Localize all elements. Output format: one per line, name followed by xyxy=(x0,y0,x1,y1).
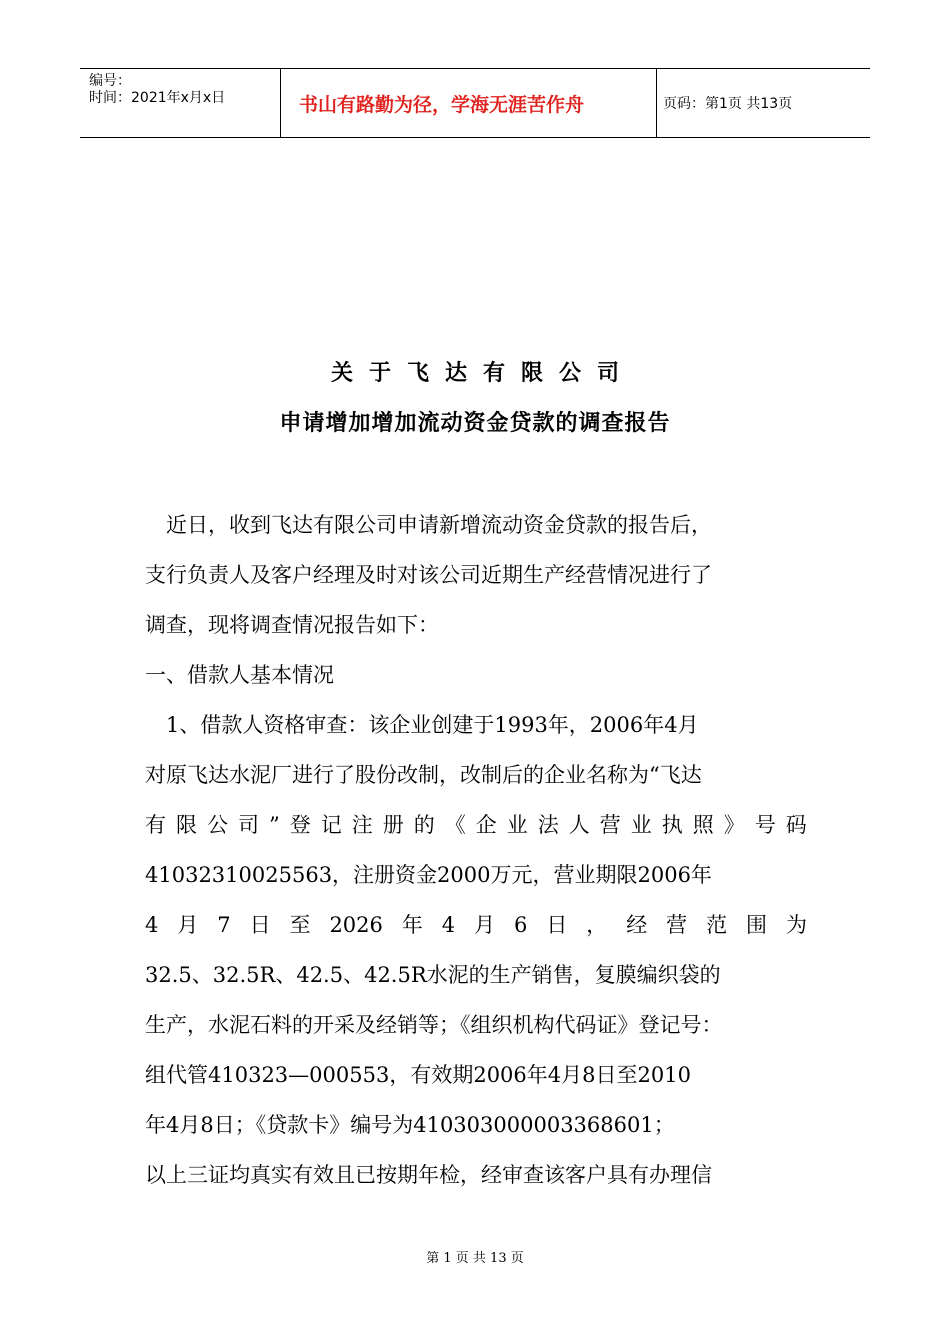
time-label: 时间：2021年x月x日 xyxy=(89,90,226,106)
body-token: 人 xyxy=(568,813,590,837)
body-token: 营 xyxy=(666,913,688,937)
body-line: 32.5、32.5R、42.5、42.5R水泥的生产销售，复膜编织袋的 xyxy=(145,963,721,987)
page-info: 页码：第1页 共13页 xyxy=(663,96,793,112)
body-token: 》 xyxy=(723,813,745,837)
body-token: 日 xyxy=(546,913,568,937)
body-line: 对原飞达水泥厂进行了股份改制，改制后的企业名称为“飞达 xyxy=(145,763,702,787)
body-token: 执 xyxy=(661,813,683,837)
body-line: 近日，收到飞达有限公司申请新增流动资金贷款的报告后， xyxy=(145,513,712,537)
body-line: 年4月8日；《贷款卡》编号为410303000003368601； xyxy=(145,1113,675,1137)
body-token: ， xyxy=(586,913,608,937)
body-line: 以上三证均真实有效且已按期年检，经审查该客户具有办理信 xyxy=(145,1163,712,1187)
body-line: 生产，水泥石料的开采及经销等；《组织机构代码证》登记号： xyxy=(145,1013,723,1037)
body-token: 码 xyxy=(785,813,807,837)
body-token: 公 xyxy=(207,813,228,837)
body-token: 记 xyxy=(320,813,342,837)
body-line: 组代管410323—000553，有效期2006年4月8日至2010 xyxy=(145,1063,691,1087)
document-body xyxy=(145,500,807,1200)
body-token: 号 xyxy=(754,813,776,837)
section-heading: 一、借款人基本情况 xyxy=(145,663,334,687)
body-token: 营 xyxy=(599,813,621,837)
body-token: 照 xyxy=(692,813,714,837)
header-motto-cell xyxy=(281,69,657,137)
body-token: 册 xyxy=(382,813,404,837)
body-line-justified xyxy=(145,900,807,950)
body-token: 为 xyxy=(785,913,807,937)
body-token: 围 xyxy=(746,913,768,937)
document-title-line1: 关于飞达有限公司 xyxy=(330,360,635,386)
body-line-justified xyxy=(145,800,807,850)
document-title-line2: 申请增加增加流动资金贷款的调查报告 xyxy=(279,410,671,436)
body-token: 《 xyxy=(444,813,466,837)
body-token: 注 xyxy=(351,813,373,837)
body-line: 调查，现将调查情况报告如下： xyxy=(145,613,439,637)
body-token: 业 xyxy=(630,813,652,837)
body-line: 1、借款人资格审查：该企业创建于1993年，2006年4月 xyxy=(145,713,699,737)
header-table xyxy=(80,68,870,138)
body-token: 范 xyxy=(706,913,728,937)
body-token: 6 xyxy=(514,913,528,937)
body-token: 7 xyxy=(217,913,231,937)
body-token: 月 xyxy=(474,913,496,937)
body-token: 登 xyxy=(289,813,311,837)
body-line: 41032310025563，注册资金2000万元，营业期限2006年 xyxy=(145,863,712,887)
body-line: 支行负责人及客户经理及时对该公司近期生产经营情况进行了 xyxy=(145,563,712,587)
body-token: 年 xyxy=(401,913,423,937)
motto-text: 书山有路勤为径，学海无涯苦作舟 xyxy=(299,93,585,116)
body-token: 企 xyxy=(475,813,497,837)
body-token: 2026 xyxy=(329,913,383,937)
body-token: 4 xyxy=(145,913,159,937)
number-label: 编号： xyxy=(89,73,131,89)
body-token: 业 xyxy=(506,813,528,837)
body-token: 至 xyxy=(289,913,311,937)
body-token: 限 xyxy=(176,813,197,837)
page-footer: 第 1 页 共 13 页 xyxy=(426,1251,524,1266)
body-token: 4 xyxy=(441,913,456,937)
body-token: 日 xyxy=(249,913,271,937)
header-page-cell xyxy=(657,69,870,137)
body-token: ” xyxy=(269,813,280,837)
body-token: 经 xyxy=(626,913,648,937)
body-token: 司 xyxy=(238,813,259,837)
body-token: 月 xyxy=(177,913,199,937)
body-token: 法 xyxy=(537,813,559,837)
body-token: 有 xyxy=(145,813,166,837)
header-meta-cell xyxy=(80,69,281,137)
body-token: 的 xyxy=(413,813,435,837)
